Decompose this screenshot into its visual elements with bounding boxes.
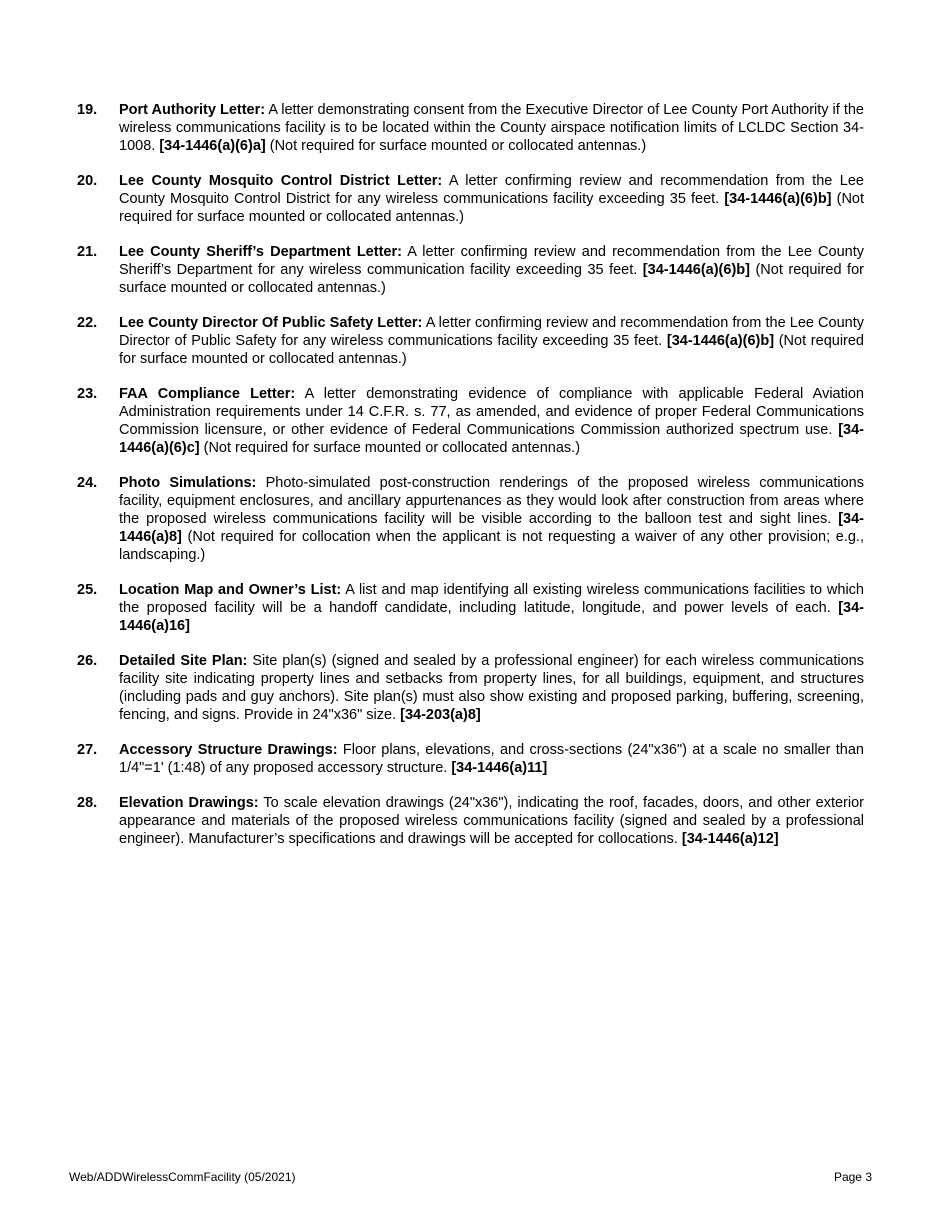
item-number: 20. [77, 173, 98, 189]
item-text: A letter confirming review and recommendation from the Lee County Director of Public Safety for any wireless communications facility exceeding 35 feet. [119, 315, 864, 349]
item-body [119, 741, 864, 777]
list-item [77, 581, 864, 635]
item-note: (Not required for collocation when the applicant is not requesting a waiver of any other provision; e.g., landscaping.) [119, 529, 864, 563]
item-body [119, 581, 864, 635]
item-number: 23. [77, 386, 98, 402]
list-item [77, 172, 864, 226]
list-item [77, 652, 864, 724]
item-title: Elevation Drawings: [119, 795, 259, 811]
item-number: 21. [77, 244, 98, 260]
item-note: (Not required for surface mounted or collocated antennas.) [119, 262, 864, 296]
item-number: 24. [77, 475, 98, 491]
item-title: Photo Simulations: [119, 475, 257, 491]
item-body [119, 314, 864, 368]
item-title: Accessory Structure Drawings: [119, 742, 338, 758]
list-item [77, 474, 864, 564]
item-body [119, 794, 864, 848]
item-text: A letter confirming review and recommendation from the Lee County Mosquito Control District for any wireless communications facility exceeding 35 feet. [119, 173, 864, 207]
list-item [77, 101, 864, 155]
page-number: Page 3 [833, 1170, 872, 1184]
item-code-ref: [34-1446(a)11] [451, 760, 548, 776]
item-body [119, 172, 864, 226]
footer-form-id: Web/ADDWirelessCommFacility (05/2021) [69, 1170, 296, 1184]
item-number: 28. [77, 795, 98, 811]
item-number: 22. [77, 315, 98, 331]
item-note: (Not required for surface mounted or collocated antennas.) [265, 138, 647, 154]
item-code-ref: [34-1446(a)(6)a] [159, 138, 266, 154]
item-text: Floor plans, elevations, and cross-sections (24"x36") at a scale no smaller than 1/4"=1' (1:48) of any proposed accessory structure. [119, 742, 864, 776]
item-number: 27. [77, 742, 98, 758]
item-text: To scale elevation drawings (24"x36"), indicating the roof, facades, doors, and other exterior appearance and materials of the proposed wireless communications facility (signed and sealed by a professional engineer). Manufacturer’s specifications and drawings will be accepted for collocations. [119, 795, 864, 847]
item-body [119, 652, 864, 724]
item-code-ref: [34-1446(a)(6)b] [724, 191, 832, 207]
item-number: 25. [77, 582, 98, 598]
requirements-list [77, 101, 864, 865]
list-item [77, 794, 864, 848]
item-title: Lee County Sheriff’s Department Letter: [119, 244, 402, 260]
item-note: (Not required for surface mounted or collocated antennas.) [119, 333, 864, 367]
item-title: Lee County Mosquito Control District Letter: [119, 173, 443, 189]
item-text: Site plan(s) (signed and sealed by a professional engineer) for each wireless communications facility site indicating property lines and setbacks from property lines, for all buildings, equipment, and structures (including pads and guy anchors). Site plan(s) must also show existing and proposed parking, buffering, screening, fencing, and signs. Provide in 24"x36" size. [119, 653, 864, 723]
item-code-ref: [34-1446(a)(6)c] [119, 422, 864, 456]
item-text: A letter demonstrating evidence of compliance with applicable Federal Aviation Administration requirements under 14 C.F.R. s. 77, as amended, and evidence of proper Federal Communications Commission licensure, or other evidence of Federal Communications Commission authorized spectrum use. [119, 386, 864, 438]
item-code-ref: [34-1446(a)(6)b] [666, 333, 775, 349]
item-body [119, 474, 864, 564]
item-title: Lee County Director Of Public Safety Letter: [119, 315, 423, 331]
item-title: Detailed Site Plan: [119, 653, 248, 669]
list-item [77, 243, 864, 297]
item-code-ref: [34-1446(a)16] [119, 600, 864, 634]
item-code-ref: [34-1446(a)(6)b] [642, 262, 750, 278]
item-code-ref: [34-203(a)8] [400, 707, 481, 723]
item-number: 26. [77, 653, 98, 669]
item-code-ref: [34-1446(a)8] [119, 511, 864, 545]
item-note: (Not required for surface mounted or collocated antennas.) [119, 191, 865, 225]
list-item [77, 314, 864, 368]
item-text: A list and map identifying all existing wireless communications facilities to which the proposed facility will be a handoff candidate, including latitude, longitude, and power levels of each. [119, 582, 864, 616]
list-item [77, 385, 864, 457]
list-item [77, 741, 864, 777]
item-body [119, 385, 864, 457]
item-text: Photo-simulated post-construction renderings of the proposed wireless communications facility, equipment enclosures, and ancillary appurtenances as they would look after construction from areas where the proposed wireless communications facility will be visible according to the balloon test and sight lines. [119, 475, 864, 527]
item-body [119, 243, 864, 297]
item-title: Port Authority Letter: [119, 102, 266, 118]
item-text: A letter confirming review and recommendation from the Lee County Sheriff’s Department for any wireless communication facility exceeding 35 feet. [119, 244, 864, 278]
item-code-ref: [34-1446(a)12] [681, 831, 779, 847]
item-note: (Not required for surface mounted or collocated antennas.) [199, 440, 581, 456]
item-title: Location Map and Owner’s List: [119, 582, 342, 598]
item-body [119, 101, 864, 155]
item-number: 19. [77, 102, 98, 118]
item-title: FAA Compliance Letter: [119, 386, 296, 402]
item-text: A letter demonstrating consent from the Executive Director of Lee County Port Authority if the wireless communications facility is to be located within the County airspace notification limits of LCLDC Section 34-1008. [119, 102, 864, 154]
